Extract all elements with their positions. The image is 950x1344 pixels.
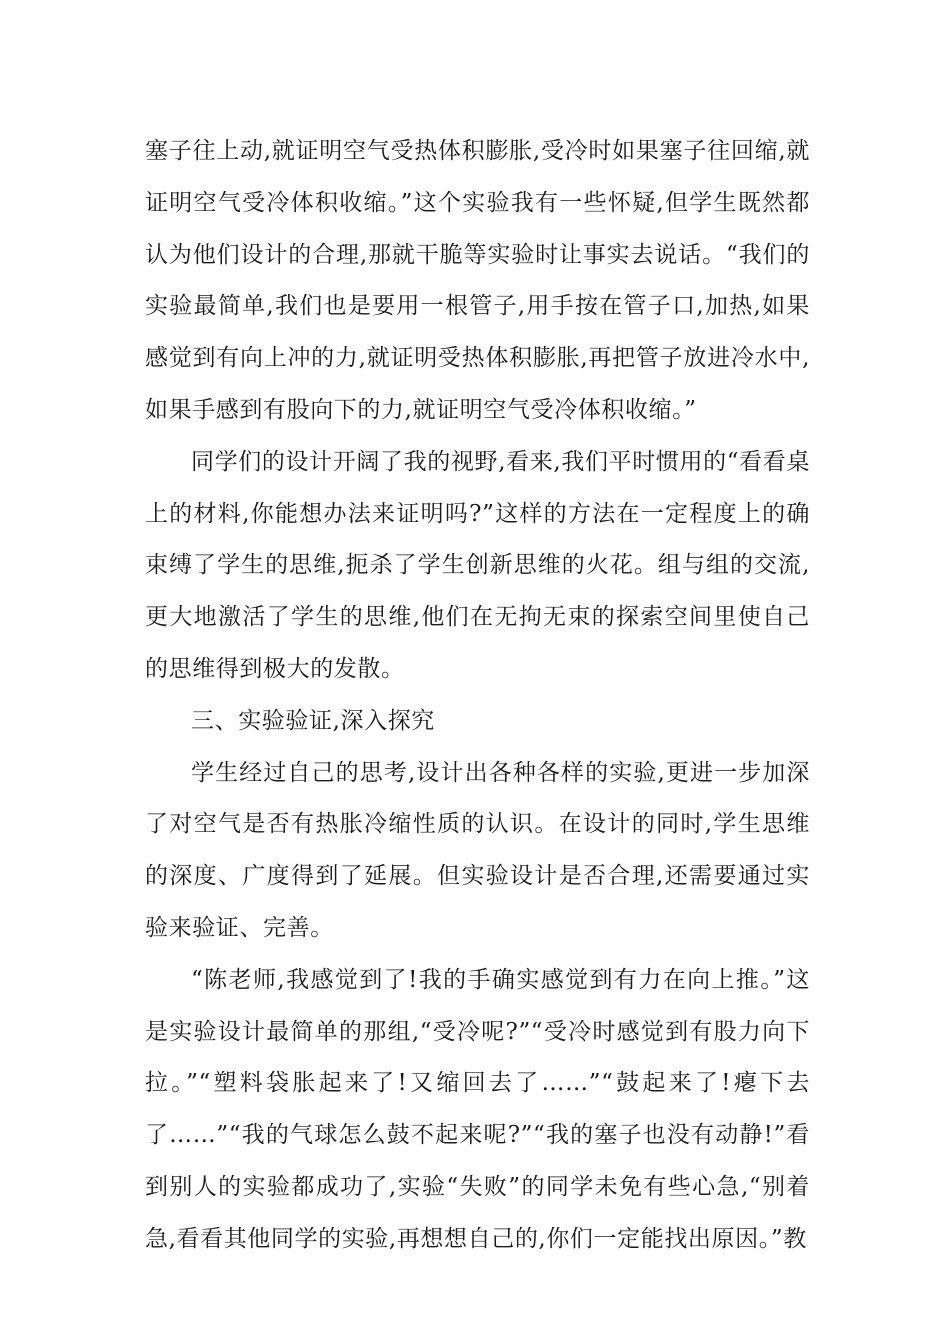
paragraph-classroom-dialogue: “陈老师,我感觉到了!我的手确实感觉到有力在向上推。”这是实验设计最简单的那组,“受冷呢?”“受冷时感觉到有股力向下拉。”“塑料袋胀起来了!又缩回去了……”“鼓起来了!瘪下去了……”“我的气球怎么鼓不起来呢?”“我的塞子也没有动静!”看到别人的实验都成功了,实验“失败”的同学未免有些心急,“别着急,看看其他同学的实验,再想想自己的,你们一定能找出原因。”教	[145, 966, 810, 1252]
paragraph-continuation: 塞子往上动,就证明空气受热体积膨胀,受冷时如果塞子往回缩,就证明空气受冷体积收缩。”这个实验我有一些怀疑,但学生既然都认为他们设计的合理,那就干脆等实验时让事实去说话。“我们的实验最简单,我们也是要用一根管子,用手按在管子口,加热,如果感觉到有向上冲的力,就证明受热体积膨胀,再把管子放进冷水中,如果手感到有股向下的力,就证明空气受冷体积收缩。”	[145, 138, 810, 423]
paragraph-reflection: 同学们的设计开阔了我的视野,看来,我们平时惯用的“看看桌上的材料,你能想办法来证明吗?”这样的方法在一定程度上的确束缚了学生的思维,扼杀了学生创新思维的火花。组与组的交流,更大地激活了学生的思维,他们在无拘无束的探索空间里使自己的思维得到极大的发散。	[145, 448, 810, 682]
document-body	[145, 126, 810, 1266]
paragraph-experiment-design: 学生经过自己的思考,设计出各种各样的实验,更进一步加深了对空气是否有热胀冷缩性质的认识。在设计的同时,学生思维的深度、广度得到了延展。但实验设计是否合理,还需要通过实验来验证、完善。	[145, 759, 810, 941]
section-heading: 三、实验验证,深入探究	[191, 707, 435, 734]
